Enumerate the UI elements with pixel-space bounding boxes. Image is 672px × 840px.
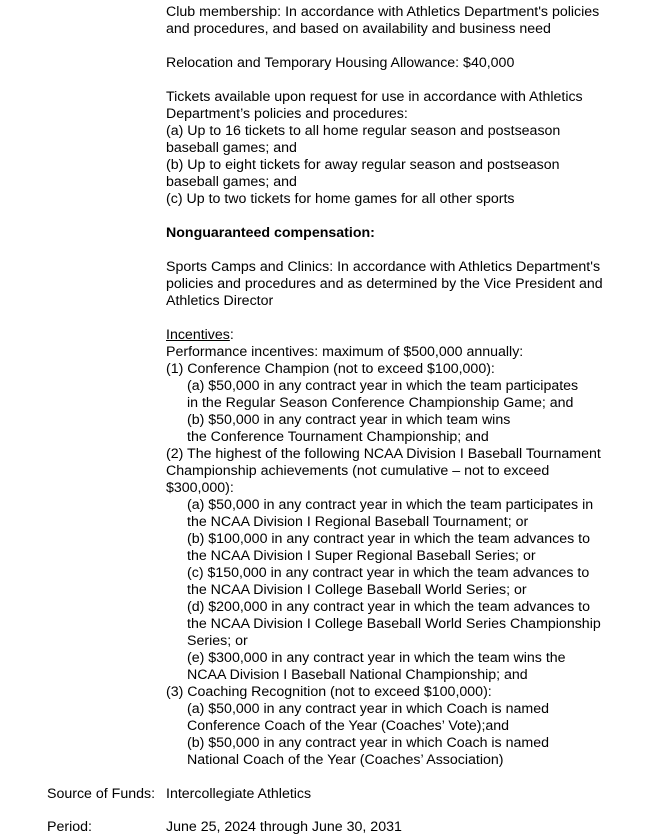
ncaa-tournament-title: Championship achievements (not cumulative – not to exceed bbox=[166, 463, 550, 479]
conference-champion-item: (b) $50,000 in any contract year in which team wins bbox=[187, 412, 511, 428]
ncaa-tournament-item: (e) $300,000 in any contract year in which the team wins the bbox=[187, 650, 566, 666]
tickets-line: Department’s policies and procedures: bbox=[166, 106, 408, 122]
tickets-line: Tickets available upon request for use in accordance with Athletics bbox=[166, 89, 583, 105]
incentives-section bbox=[166, 327, 636, 769]
tickets-line: (a) Up to 16 tickets to all home regular season and postseason bbox=[166, 123, 561, 139]
incentives-intro: Performance incentives: maximum of $500,000 annually: bbox=[166, 344, 524, 360]
conference-champion-title: (1) Conference Champion (not to exceed $100,000): bbox=[166, 361, 495, 377]
coaching-recognition-item: (a) $50,000 in any contract year in which Coach is named bbox=[187, 701, 549, 717]
ncaa-tournament-item: the NCAA Division I Super Regional Baseball Series; or bbox=[187, 548, 536, 564]
ncaa-tournament-item: the NCAA Division I Regional Baseball Tournament; or bbox=[187, 514, 529, 530]
tickets-line: baseball games; and bbox=[166, 140, 297, 156]
ncaa-tournament-item: NCAA Division I Baseball National Championship; and bbox=[187, 667, 528, 683]
relocation-line: Relocation and Temporary Housing Allowance: $40,000 bbox=[166, 55, 515, 71]
club-membership-paragraph bbox=[166, 4, 636, 38]
ncaa-tournament-item: the NCAA Division I College Baseball World Series; or bbox=[187, 582, 527, 598]
sports-camps-paragraph bbox=[166, 259, 636, 310]
coaching-recognition-item: National Coach of the Year (Coaches’ Association) bbox=[187, 752, 504, 768]
conference-champion-item: (a) $50,000 in any contract year in which the team participates bbox=[187, 378, 579, 394]
ncaa-tournament-title: $300,000): bbox=[166, 480, 234, 496]
ncaa-tournament-title: (2) The highest of the following NCAA Division I Baseball Tournament bbox=[166, 446, 601, 462]
source-of-funds-value: Intercollegiate Athletics bbox=[166, 786, 312, 802]
incentives-heading-line bbox=[166, 327, 636, 344]
nonguaranteed-section bbox=[166, 225, 636, 242]
incentives-heading-colon: : bbox=[229, 327, 234, 343]
source-of-funds-row bbox=[47, 786, 647, 803]
period-row bbox=[47, 819, 647, 836]
sports-camps-line: Athletics Director bbox=[166, 293, 274, 309]
compensation-details bbox=[166, 4, 636, 769]
sports-camps-line: policies and procedures and as determined by the Vice President and bbox=[166, 276, 603, 292]
ncaa-tournament-item: (c) $150,000 in any contract year in which the team advances to bbox=[187, 565, 590, 581]
club-membership-line: and procedures, and based on availability and business need bbox=[166, 21, 551, 37]
ncaa-tournament-item: the NCAA Division I College Baseball World Series Championship bbox=[187, 616, 601, 632]
tickets-line: (c) Up to two tickets for home games for all other sports bbox=[166, 191, 515, 207]
tickets-paragraph bbox=[166, 89, 636, 208]
ncaa-tournament-item: Series; or bbox=[187, 633, 248, 649]
tickets-line: (b) Up to eight tickets for away regular season and postseason bbox=[166, 157, 560, 173]
incentives-heading: Incentives bbox=[166, 327, 230, 343]
period-label: Period: bbox=[47, 819, 92, 835]
conference-champion-item: in the Regular Season Conference Championship Game; and bbox=[187, 395, 574, 411]
nonguaranteed-heading: Nonguaranteed compensation: bbox=[166, 225, 375, 241]
conference-champion-item: the Conference Tournament Championship; and bbox=[187, 429, 489, 445]
period-value: June 25, 2024 through June 30, 2031 bbox=[166, 819, 402, 835]
ncaa-tournament-item: (b) $100,000 in any contract year in which the team advances to bbox=[187, 531, 590, 547]
tickets-line: baseball games; and bbox=[166, 174, 297, 190]
ncaa-tournament-item: (d) $200,000 in any contract year in which the team advances to bbox=[187, 599, 590, 615]
source-of-funds-label: Source of Funds: bbox=[47, 786, 156, 802]
sports-camps-line: Sports Camps and Clinics: In accordance with Athletics Department's bbox=[166, 259, 601, 275]
coaching-recognition-item: (b) $50,000 in any contract year in which Coach is named bbox=[187, 735, 549, 751]
club-membership-line: Club membership: In accordance with Athletics Department's policies bbox=[166, 4, 600, 20]
relocation-paragraph bbox=[166, 55, 636, 72]
coaching-recognition-title: (3) Coaching Recognition (not to exceed $100,000): bbox=[166, 684, 492, 700]
ncaa-tournament-item: (a) $50,000 in any contract year in which the team participates in bbox=[187, 497, 594, 513]
coaching-recognition-item: Conference Coach of the Year (Coaches’ Vote);and bbox=[187, 718, 510, 734]
